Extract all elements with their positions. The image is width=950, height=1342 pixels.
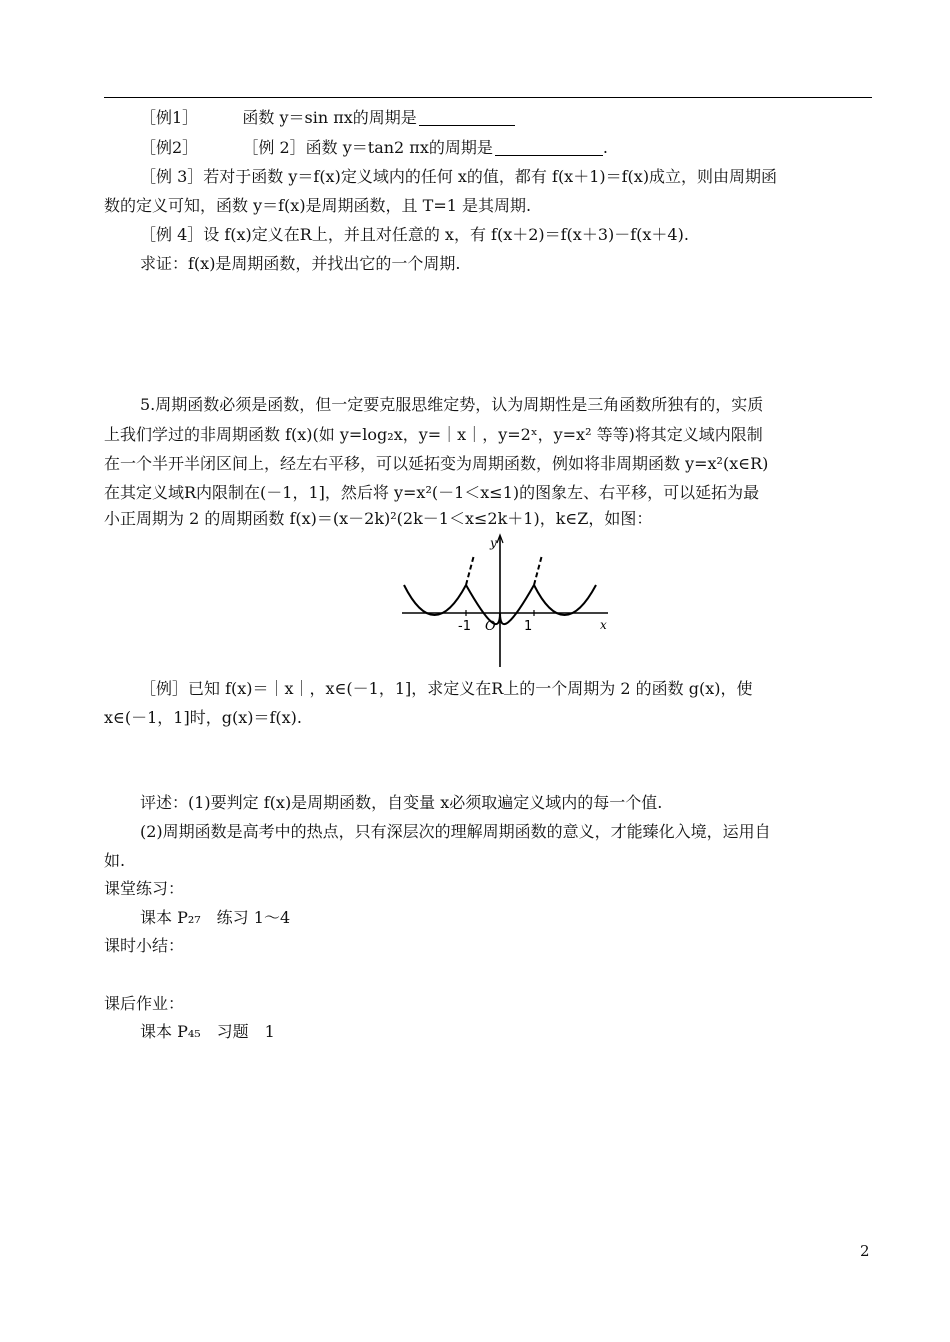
- practice-content: 课本 P₂₇ 练习 1～4: [140, 908, 291, 927]
- dashed-extension-left: [466, 555, 474, 585]
- review-line-2: (2)周期函数是高考中的热点，只有深层次的理解周期函数的意义，才能臻化入境，运用自: [140, 822, 771, 841]
- summary-title: 课时小结：: [104, 936, 185, 955]
- section-5-line-4: 在其定义域R内限制在(－1，1]，然后将 y=x²(－1＜x≤1)的图象左、右平移，可以延拓为最: [104, 483, 760, 502]
- homework-content: 课本 P₄₅ 习题 1: [140, 1022, 275, 1041]
- review-line-3: 如.: [104, 851, 126, 870]
- x-axis-label: x: [600, 618, 607, 632]
- example-5-line-1: ［例］已知 f(x)＝｜x｜，x∈(－1，1]，求定义在R上的一个周期为 2 的函数 g(x)，使: [140, 679, 753, 698]
- example-4-line-1: ［例 4］设 f(x)定义在R上，并且对任意的 x，有 f(x＋2)＝f(x＋3)－f(x＋4).: [140, 225, 689, 244]
- periodic-function-graph: [402, 533, 614, 667]
- answer-blank-1: [419, 109, 515, 126]
- example-2-text: ［例 2］函数 y＝tan2 πx的周期是: [242, 138, 493, 157]
- section-5-line-5: 小正周期为 2 的周期函数 f(x)＝(x－2k)²(2k－1＜x≤2k＋1)，k∈Z，如图：: [104, 509, 653, 528]
- example-1: [104, 108, 908, 128]
- example-3-line-2: 数的定义可知，函数 y＝f(x)是周期函数，且 T=1 是其周期.: [104, 196, 532, 215]
- tick-label-one: 1: [524, 619, 533, 634]
- practice-title: 课堂练习：: [104, 879, 185, 898]
- homework-title: 课后作业：: [104, 994, 185, 1013]
- tick-label-neg-one: -1: [458, 619, 471, 634]
- origin-label: O: [485, 619, 496, 634]
- answer-blank-2: [495, 139, 603, 156]
- section-5-line-1: 5.周期函数必须是函数，但一定要克服思维定势，认为周期性是三角函数所独有的，实质: [140, 395, 764, 414]
- review-line-1: 评述：(1)要判定 f(x)是周期函数，自变量 x必须取遍定义域内的每一个值.: [140, 793, 663, 812]
- example-1-text: 函数 y＝sin πx的周期是: [242, 108, 417, 127]
- example-5-line-2: x∈(－1，1]时，g(x)＝f(x).: [104, 708, 302, 727]
- curve-left: [404, 585, 466, 615]
- example-2-end: .: [602, 138, 608, 157]
- curve-right: [534, 585, 596, 615]
- example-3-line-1: ［例 3］若对于函数 y＝f(x)定义域内的任何 x的值，都有 f(x＋1)＝f(x)成立，则由周期函: [140, 167, 778, 186]
- section-5-line-2: 上我们学过的非周期函数 f(x)(如 y=log₂x，y=｜x｜，y=2ˣ，y=x² 等等)将其定义域内限制: [104, 425, 763, 444]
- example-4-line-2: 求证：f(x)是周期函数，并找出它的一个周期.: [140, 254, 461, 273]
- example-2: [104, 138, 908, 158]
- example-2-label: ［例2］: [140, 138, 199, 157]
- dashed-extension-right: [534, 555, 542, 585]
- header-rule: [104, 97, 872, 98]
- page-number: 2: [860, 1242, 870, 1260]
- example-1-label: ［例1］: [140, 108, 199, 127]
- section-5-line-3: 在一个半开半闭区间上，经左右平移，可以延拓变为周期函数，例如将非周期函数 y=x²(x∈R): [104, 454, 769, 473]
- y-axis-label: y: [490, 536, 497, 550]
